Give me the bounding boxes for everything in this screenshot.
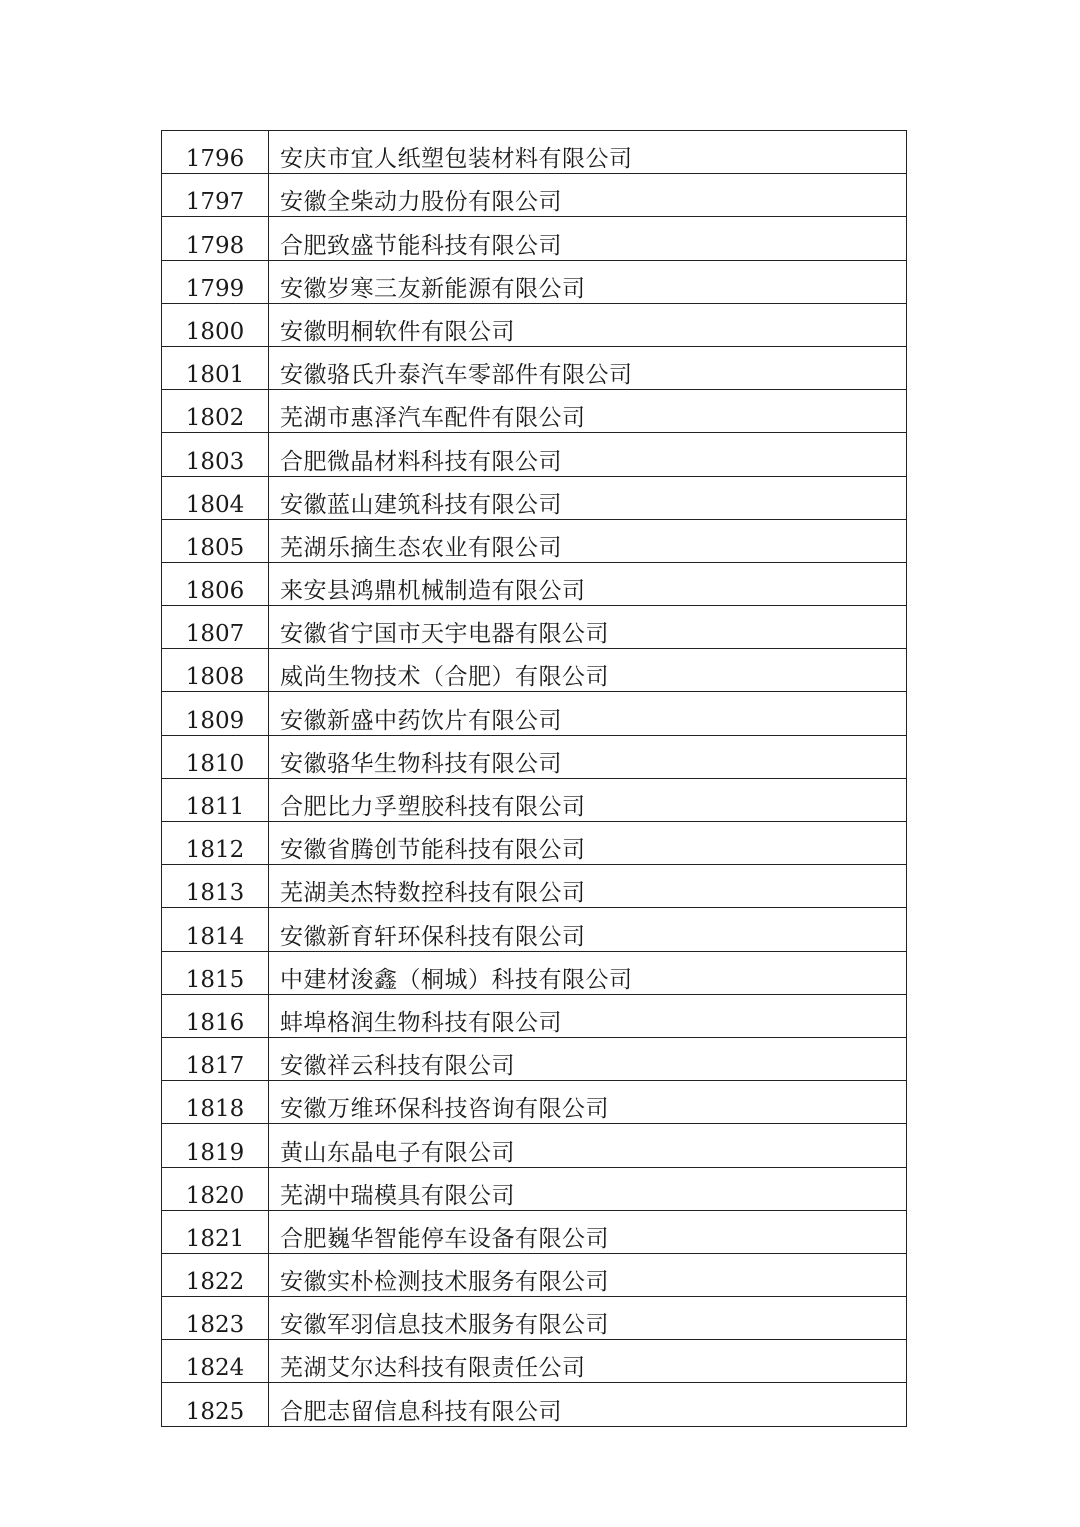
row-number: 1796 bbox=[162, 131, 269, 174]
table-row bbox=[162, 1253, 907, 1296]
company-name: 安徽祥云科技有限公司 bbox=[269, 1037, 907, 1080]
row-number: 1810 bbox=[162, 735, 269, 778]
table-row bbox=[162, 1081, 907, 1124]
row-number: 1805 bbox=[162, 519, 269, 562]
table-row bbox=[162, 735, 907, 778]
table-row bbox=[162, 908, 907, 951]
table-row bbox=[162, 346, 907, 389]
table-row bbox=[162, 822, 907, 865]
table-row bbox=[162, 562, 907, 605]
company-name: 来安县鸿鼎机械制造有限公司 bbox=[269, 562, 907, 605]
row-number: 1813 bbox=[162, 865, 269, 908]
row-number: 1811 bbox=[162, 778, 269, 821]
company-name: 安徽军羽信息技术服务有限公司 bbox=[269, 1297, 907, 1340]
table-row bbox=[162, 519, 907, 562]
company-name: 安徽实朴检测技术服务有限公司 bbox=[269, 1253, 907, 1296]
company-list-table bbox=[161, 130, 907, 1427]
table-row bbox=[162, 951, 907, 994]
company-name: 合肥致盛节能科技有限公司 bbox=[269, 217, 907, 260]
row-number: 1809 bbox=[162, 692, 269, 735]
row-number: 1814 bbox=[162, 908, 269, 951]
table-row bbox=[162, 994, 907, 1037]
company-name: 安徽明桐软件有限公司 bbox=[269, 303, 907, 346]
table-row bbox=[162, 1167, 907, 1210]
table-row bbox=[162, 692, 907, 735]
company-name: 芜湖市惠泽汽车配件有限公司 bbox=[269, 390, 907, 433]
row-number: 1803 bbox=[162, 433, 269, 476]
company-name: 安徽岁寒三友新能源有限公司 bbox=[269, 260, 907, 303]
table-row bbox=[162, 131, 907, 174]
company-name: 安徽全柴动力股份有限公司 bbox=[269, 174, 907, 217]
row-number: 1798 bbox=[162, 217, 269, 260]
company-name: 芜湖中瑞模具有限公司 bbox=[269, 1167, 907, 1210]
company-name: 芜湖艾尔达科技有限责任公司 bbox=[269, 1340, 907, 1383]
table-row bbox=[162, 778, 907, 821]
company-name: 安徽万维环保科技咨询有限公司 bbox=[269, 1081, 907, 1124]
company-name: 安徽骆氏升泰汽车零部件有限公司 bbox=[269, 346, 907, 389]
table-row bbox=[162, 174, 907, 217]
row-number: 1800 bbox=[162, 303, 269, 346]
company-name: 安徽省宁国市天宇电器有限公司 bbox=[269, 606, 907, 649]
row-number: 1799 bbox=[162, 260, 269, 303]
company-name: 芜湖美杰特数控科技有限公司 bbox=[269, 865, 907, 908]
row-number: 1816 bbox=[162, 994, 269, 1037]
table-row bbox=[162, 476, 907, 519]
row-number: 1797 bbox=[162, 174, 269, 217]
company-name: 安庆市宜人纸塑包装材料有限公司 bbox=[269, 131, 907, 174]
row-number: 1823 bbox=[162, 1297, 269, 1340]
table-row bbox=[162, 1340, 907, 1383]
table-row bbox=[162, 1037, 907, 1080]
company-name: 合肥志留信息科技有限公司 bbox=[269, 1383, 907, 1426]
row-number: 1808 bbox=[162, 649, 269, 692]
table-row bbox=[162, 303, 907, 346]
row-number: 1819 bbox=[162, 1124, 269, 1167]
row-number: 1815 bbox=[162, 951, 269, 994]
company-name: 合肥微晶材料科技有限公司 bbox=[269, 433, 907, 476]
table-row bbox=[162, 1383, 907, 1426]
row-number: 1801 bbox=[162, 346, 269, 389]
row-number: 1807 bbox=[162, 606, 269, 649]
row-number: 1820 bbox=[162, 1167, 269, 1210]
company-name: 黄山东晶电子有限公司 bbox=[269, 1124, 907, 1167]
company-name: 安徽新育轩环保科技有限公司 bbox=[269, 908, 907, 951]
company-name: 安徽省腾创节能科技有限公司 bbox=[269, 822, 907, 865]
company-name: 蚌埠格润生物科技有限公司 bbox=[269, 994, 907, 1037]
company-name: 合肥巍华智能停车设备有限公司 bbox=[269, 1210, 907, 1253]
row-number: 1812 bbox=[162, 822, 269, 865]
row-number: 1821 bbox=[162, 1210, 269, 1253]
company-name: 合肥比力孚塑胶科技有限公司 bbox=[269, 778, 907, 821]
table-row bbox=[162, 217, 907, 260]
table-row bbox=[162, 390, 907, 433]
table-row bbox=[162, 260, 907, 303]
table-row bbox=[162, 1124, 907, 1167]
row-number: 1806 bbox=[162, 562, 269, 605]
table-row bbox=[162, 606, 907, 649]
company-name: 安徽骆华生物科技有限公司 bbox=[269, 735, 907, 778]
table-row bbox=[162, 865, 907, 908]
table-row bbox=[162, 649, 907, 692]
row-number: 1824 bbox=[162, 1340, 269, 1383]
row-number: 1817 bbox=[162, 1037, 269, 1080]
company-list-body bbox=[162, 131, 907, 1427]
row-number: 1825 bbox=[162, 1383, 269, 1426]
company-name: 威尚生物技术（合肥）有限公司 bbox=[269, 649, 907, 692]
table-row bbox=[162, 1210, 907, 1253]
row-number: 1822 bbox=[162, 1253, 269, 1296]
company-name: 中建材浚鑫（桐城）科技有限公司 bbox=[269, 951, 907, 994]
row-number: 1804 bbox=[162, 476, 269, 519]
row-number: 1818 bbox=[162, 1081, 269, 1124]
table-row bbox=[162, 1297, 907, 1340]
company-name: 安徽新盛中药饮片有限公司 bbox=[269, 692, 907, 735]
company-name: 芜湖乐摘生态农业有限公司 bbox=[269, 519, 907, 562]
table-row bbox=[162, 433, 907, 476]
company-name: 安徽蓝山建筑科技有限公司 bbox=[269, 476, 907, 519]
row-number: 1802 bbox=[162, 390, 269, 433]
